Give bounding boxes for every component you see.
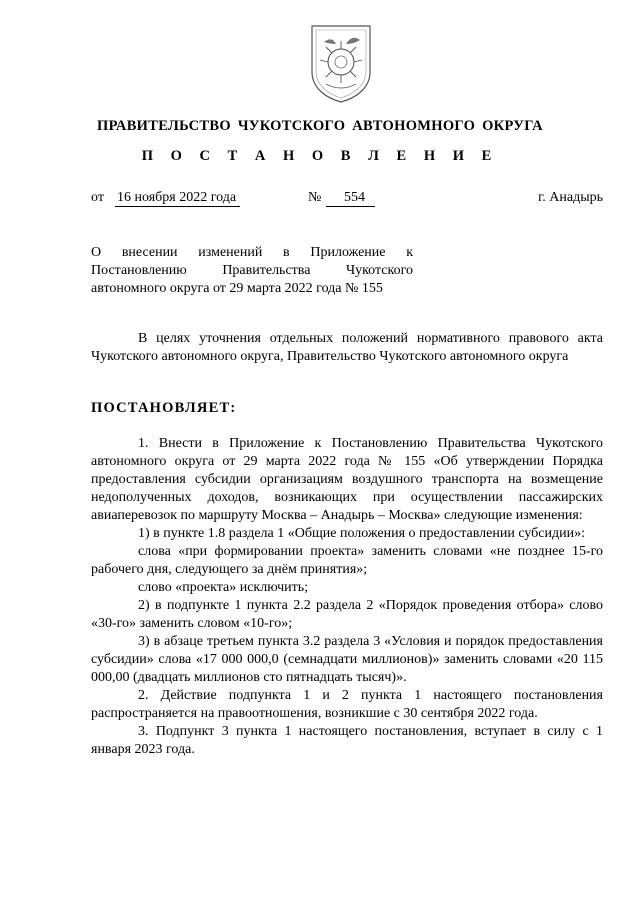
document-subject	[91, 244, 413, 298]
chukotka-coat-of-arms-icon	[306, 22, 376, 104]
resolution-items	[91, 435, 603, 759]
subject-line: Постановлению Правительства Чукотского	[91, 263, 413, 278]
number-label: №	[308, 190, 322, 205]
resolution-paragraph: 3. Подпункт 3 пункта 1 настоящего постановления, вступает в силу с 1 января 2023 года.	[91, 724, 603, 757]
subject-line: О внесении изменений в Приложение к	[91, 245, 413, 260]
resolution-paragraph: 3) в абзаце третьем пункта 3.2 раздела 3 «Условия и порядок предоставления субсидии» слова «17 000 000,0 (семнадцати миллионов)» заменить словами «20 115 000,00 (двадцать миллионов сто пятнадцать тысяч)».	[91, 634, 603, 685]
document-city: г. Анадырь	[538, 190, 603, 205]
document-number: 554	[326, 190, 375, 207]
resolution-paragraph: 1. Внести в Приложение к Постановлению Правительства Чукотского автономного округа от 29 марта 2022 года № 155 «Об утверждении Порядка предоставления субсидии организациям воздушного транспорта на возмещение недополученных доходов, возникающих при осуществлении пассажирских авиаперевозок по маршруту Москва – Анадырь – Москва» следующие изменения:	[91, 436, 603, 523]
document-date: 16 ноября 2022 года	[115, 190, 240, 207]
subject-line: автономного округа от 29 марта 2022 года № 155	[91, 281, 383, 296]
preamble-block	[91, 330, 603, 366]
resolution-paragraph: слово «проекта» исключить;	[138, 580, 309, 595]
resolution-paragraph: 2. Действие подпункта 1 и 2 пункта 1 настоящего постановления распространяется на правоотношения, возникшие с 30 сентября 2022 года.	[91, 688, 603, 721]
from-label: от	[91, 190, 104, 205]
resolution-paragraph: 1) в пункте 1.8 раздела 1 «Общие положения о предоставлении субсидии»:	[138, 526, 586, 541]
resolves-heading: ПОСТАНОВЛЯЕТ:	[91, 400, 237, 416]
preamble-paragraph: В целях уточнения отдельных положений нормативного правового акта Чукотского автономного округа, Правительство Чукотского автономного округа	[91, 331, 603, 364]
resolution-paragraph: 2) в подпункте 1 пункта 2.2 раздела 2 «Порядок проведения отбора» слово «30-го» заменить словом «10-го»;	[91, 598, 603, 631]
document-type-title: П О С Т А Н О В Л Е Н И Е	[141, 148, 499, 164]
resolution-paragraph: слова «при формировании проекта» заменить словами «не позднее 15-го рабочего дня, следующего за днём принятия»;	[91, 544, 603, 577]
government-title: ПРАВИТЕЛЬСТВО ЧУКОТСКОГО АВТОНОМНОГО ОКРУГА	[97, 118, 543, 134]
document-meta-row	[91, 190, 603, 210]
